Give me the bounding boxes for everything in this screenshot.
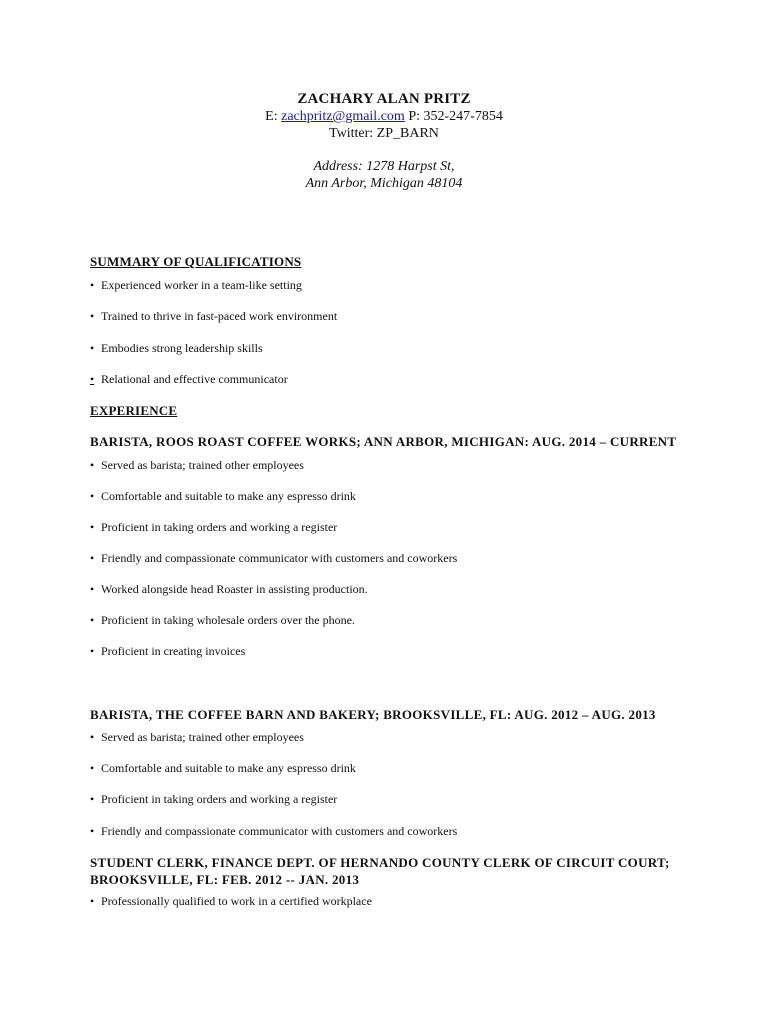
- summary-item: • Relational and effective communicator: [90, 372, 288, 386]
- summary-item: • Embodies strong leadership skills: [90, 341, 263, 355]
- job-item: • Served as barista; trained other employees: [90, 730, 304, 744]
- contact-line: [0, 108, 768, 125]
- bullet-icon: •: [90, 309, 95, 323]
- bullet-icon: •: [90, 894, 95, 908]
- job-item: • Worked alongside head Roaster in assisting production.: [90, 582, 368, 596]
- summary-item: • Trained to thrive in fast-paced work environment: [90, 309, 338, 323]
- bullet-icon: •: [90, 372, 95, 386]
- bullet-icon: •: [90, 489, 95, 503]
- bullet-icon: •: [90, 278, 95, 292]
- phone-number: P: 352-247-7854: [404, 109, 503, 124]
- job-title: BARISTA, THE COFFEE BARN AND BAKERY; BROOKSVILLE, FL: AUG. 2012 – AUG. 2013: [90, 707, 656, 722]
- job-item: • Professionally qualified to work in a certified workplace: [90, 894, 372, 908]
- address-block: [0, 158, 768, 192]
- bullet-icon: •: [90, 582, 95, 596]
- job-item: • Proficient in taking wholesale orders over the phone.: [90, 613, 355, 627]
- experience-title: EXPERIENCE: [90, 403, 178, 418]
- job-item: • Friendly and compassionate communicator with customers and coworkers: [90, 824, 458, 838]
- bullet-icon: •: [90, 644, 95, 658]
- bullet-icon: •: [90, 520, 95, 534]
- job-item: • Friendly and compassionate communicator with customers and coworkers: [90, 551, 458, 565]
- twitter-handle: Twitter: ZP_BARN: [329, 126, 439, 141]
- job-item: • Comfortable and suitable to make any espresso drink: [90, 761, 356, 775]
- address-line-1: Address: 1278 Harpst St,: [313, 159, 455, 174]
- email-prefix: E:: [265, 109, 282, 124]
- bullet-icon: •: [90, 458, 95, 472]
- bullet-icon: •: [90, 730, 95, 744]
- job-title-line-1: STUDENT CLERK, FINANCE DEPT. OF HERNANDO COUNTY CLERK OF CIRCUIT COURT;: [90, 855, 670, 870]
- email-link[interactable]: zachpritz@gmail.com: [281, 109, 405, 124]
- bullet-icon: •: [90, 792, 95, 806]
- summary-item: • Experienced worker in a team-like setting: [90, 278, 302, 292]
- job-title: [90, 854, 690, 888]
- bullet-icon: •: [90, 341, 95, 355]
- summary-title: SUMMARY OF QUALIFICATIONS: [90, 254, 302, 269]
- job-item: • Proficient in creating invoices: [90, 644, 246, 658]
- job-title: BARISTA, ROOS ROAST COFFEE WORKS; ANN ARBOR, MICHIGAN: AUG. 2014 – CURRENT: [90, 434, 677, 449]
- address-line-2: Ann Arbor, Michigan 48104: [305, 176, 463, 191]
- job-item: • Proficient in taking orders and working a register: [90, 520, 338, 534]
- bullet-icon: •: [90, 551, 95, 565]
- bullet-icon: •: [90, 761, 95, 775]
- bullet-icon: •: [90, 613, 95, 627]
- bullet-icon: •: [90, 824, 95, 838]
- candidate-name: ZACHARY ALAN PRITZ: [297, 91, 471, 107]
- job-item: • Comfortable and suitable to make any espresso drink: [90, 489, 356, 503]
- resume-header: [0, 90, 768, 192]
- job-item: • Served as barista; trained other employees: [90, 458, 304, 472]
- job-item: • Proficient in taking orders and working a register: [90, 792, 338, 806]
- job-title-line-2: BROOKSVILLE, FL: FEB. 2012 -- JAN. 2013: [90, 872, 360, 887]
